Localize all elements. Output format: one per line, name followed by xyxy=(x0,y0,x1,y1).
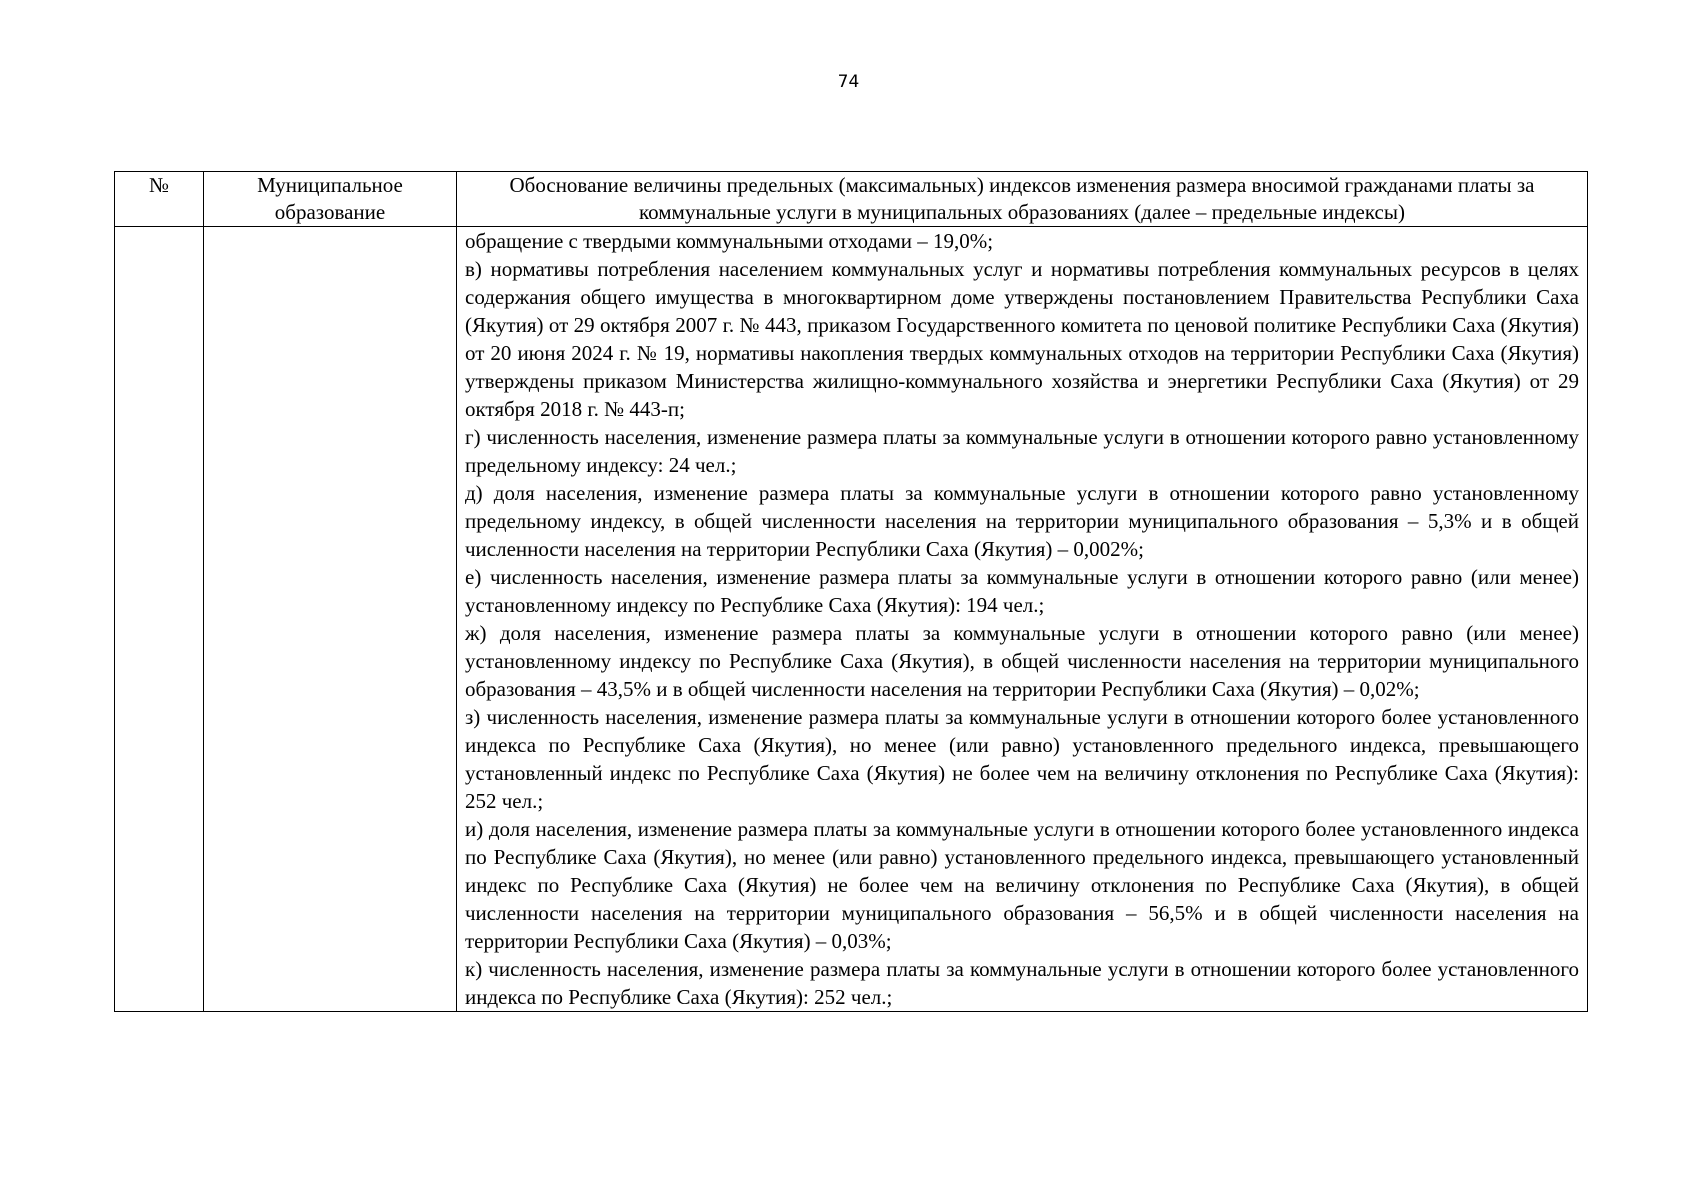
paragraph-g-population: г) численность населения, изменение размера платы за коммунальные услуги в отношении которого равно установленному предельному индексу: 24 чел.; xyxy=(465,425,1579,477)
paragraph-waste-share: обращение с твердыми коммунальными отходами – 19,0%; xyxy=(465,229,994,253)
table-header-row xyxy=(115,172,1588,227)
header-justification: Обоснование величины предельных (максимальных) индексов изменения размера вносимой гражданами платы за коммунальные услуги в муниципальных образованиях (далее – предельные индексы) xyxy=(457,172,1588,227)
paragraph-k-population: к) численность населения, изменение размера платы за коммунальные услуги в отношении которого более установленного индекса по Республике Саха (Якутия): 252 чел.; xyxy=(465,957,1579,1009)
header-municipality: Муниципальное образование xyxy=(204,172,457,227)
paragraph-d-share: д) доля населения, изменение размера платы за коммунальные услуги в отношении которого равно установленному предельному индексу, в общей численности населения на территории муниципального образования – 5,3% и в общей численности населения на территории Республики Саха (Якутия) – 0,002%; xyxy=(465,481,1579,561)
paragraph-v-norms: в) нормативы потребления населением коммунальных услуг и нормативы потребления коммунальных ресурсов в целях содержания общего имущества в многоквартирном доме утверждены постановлением Правительства Республики Саха (Якутия) от 29 октября 2007 г. № 443, приказом Государственного комитета по ценовой политике Республики Саха (Якутия) от 20 июня 2024 г. № 19, нормативы накопления твердых коммунальных отходов на территории Республики Саха (Якутия) утверждены приказом Министерства жилищно-коммунального хозяйства и энергетики Республики Саха (Якутия) от 29 октября 2018 г. № 443-п; xyxy=(465,257,1579,421)
header-number: № xyxy=(115,172,204,227)
paragraph-zh-share: ж) доля населения, изменение размера платы за коммунальные услуги в отношении которого равно (или менее) установленному индексу по Республике Саха (Якутия), в общей численности населения на территории муниципального образования – 43,5% и в общей численности населения на территории Республики Саха (Якутия) – 0,02%; xyxy=(465,621,1579,701)
cell-justification xyxy=(457,227,1588,1012)
cell-municipality xyxy=(204,227,457,1012)
cell-number xyxy=(115,227,204,1012)
justification-table xyxy=(114,171,1588,1012)
table-row xyxy=(115,227,1588,1012)
paragraph-e-population: е) численность населения, изменение размера платы за коммунальные услуги в отношении которого равно (или менее) установленному индексу по Республике Саха (Якутия): 194 чел.; xyxy=(465,565,1579,617)
page-number: 74 xyxy=(837,72,860,92)
paragraph-i-share: и) доля населения, изменение размера платы за коммунальные услуги в отношении которого более установленного индекса по Республике Саха (Якутия), но менее (или равно) установленного предельного индекса, превышающего установленный индекс по Республике Саха (Якутия) не более чем на величину отклонения по Республике Саха (Якутия), в общей численности населения на территории муниципального образования – 56,5% и в общей численности населения на территории Республики Саха (Якутия) – 0,03%; xyxy=(465,817,1579,953)
paragraph-z-population: з) численность населения, изменение размера платы за коммунальные услуги в отношении которого более установленного индекса по Республике Саха (Якутия), но менее (или равно) установленного предельного индекса, превышающего установленный индекс по Республике Саха (Якутия) не более чем на величину отклонения по Республике Саха (Якутия): 252 чел.; xyxy=(465,705,1579,813)
